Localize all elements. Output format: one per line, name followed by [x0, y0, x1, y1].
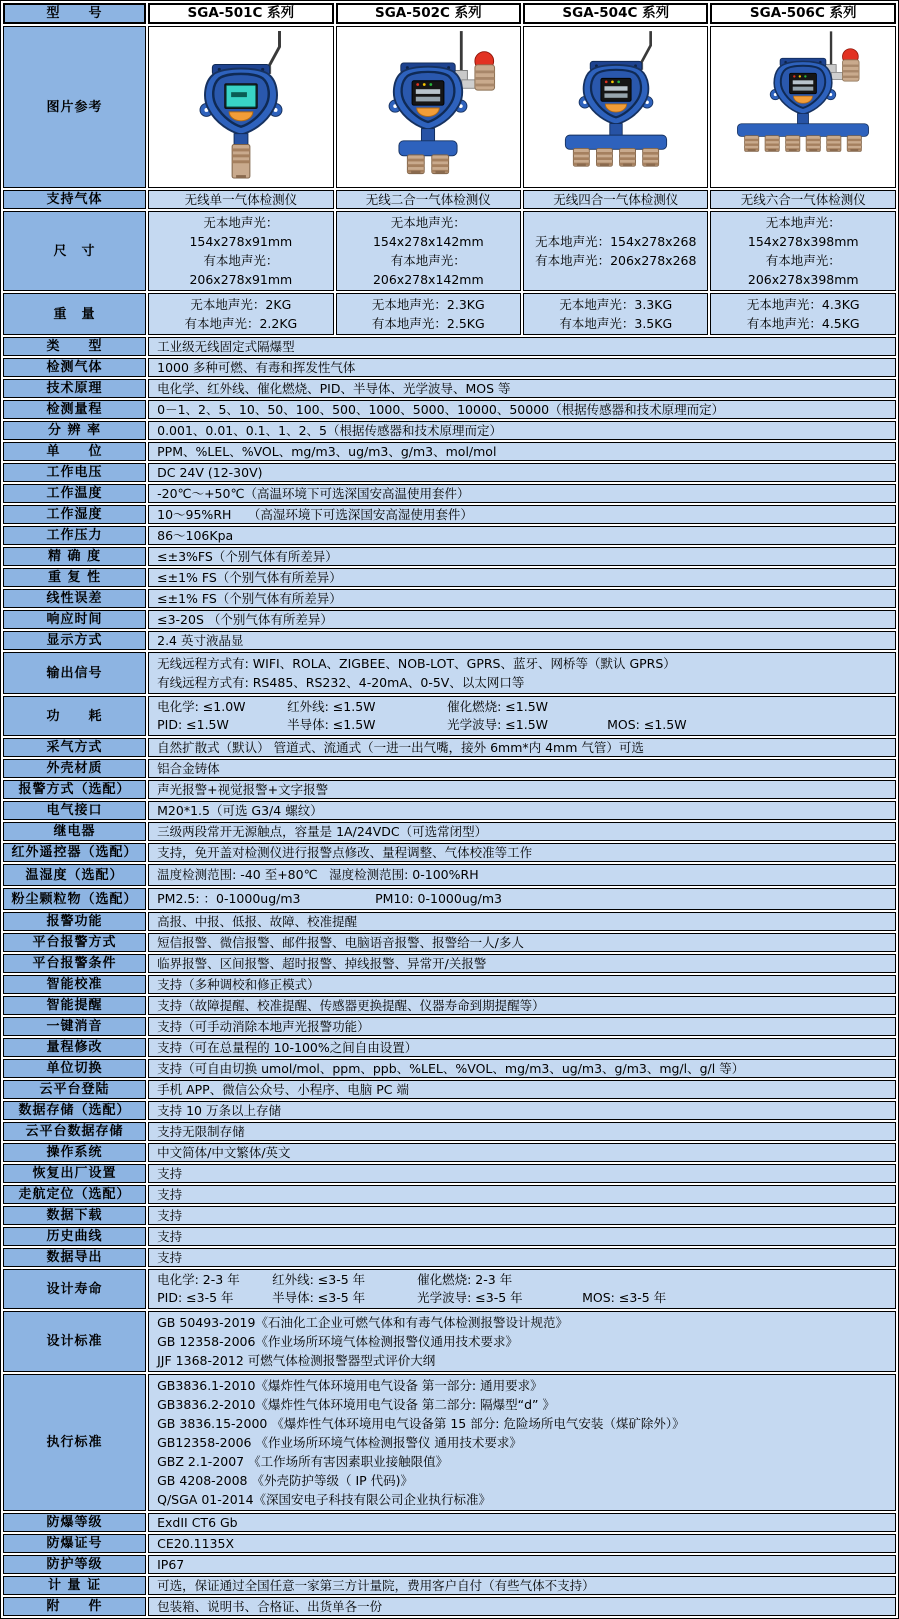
weight-line: 有本地声光：4.5KG [746, 316, 860, 331]
spec-value-cell: 支持（可在总量程的 10-100%之间自由设置） [148, 1038, 896, 1057]
weight-line: 有本地声光：2.2KG [184, 316, 298, 331]
spec-row [3, 1080, 896, 1099]
spec-row [3, 759, 896, 778]
spec-value-cell: 支持（可自由切换 umol/mol、ppm、ppb、%LEL、%VOL、mg/m3、ug/m3、g/m3、mg/l、g/l 等） [148, 1059, 896, 1078]
spec-value-cell: 声光报警+视觉报警+文字报警 [148, 780, 896, 799]
spec-value-cell: 10～95%RH （高湿环境下可选深国安高湿使用套件） [148, 505, 896, 524]
spec-row [3, 1534, 896, 1553]
size-line: 有本地声光：206x278x91mm [189, 253, 293, 287]
spec-row [3, 975, 896, 994]
size-cell [336, 211, 521, 291]
spec-row [3, 1017, 896, 1036]
spec-label-cell: 工作温度 [3, 484, 146, 503]
spec-row [3, 1185, 896, 1204]
spec-row [3, 996, 896, 1015]
spec-label-cell: 走航定位（选配） [3, 1185, 146, 1204]
spec-value-cell: DC 24V (12-30V) [148, 463, 896, 482]
size-line: 有本地声光：206x278x268 [535, 253, 697, 268]
spec-label-cell: 平台报警方式 [3, 933, 146, 952]
weight-line: 有本地声光：2.5KG [371, 316, 485, 331]
spec-value-line [157, 716, 891, 734]
spec-label-cell: 智能校准 [3, 975, 146, 994]
model-header-sga-504c: SGA-504C 系列 [523, 3, 708, 24]
spec-label-cell: 粉尘颗粒物（选配） [3, 888, 146, 910]
spec-value-line [157, 1271, 891, 1289]
spec-value-line: GB 12358-2006《作业场所环境气体检测报警仪通用技术要求》 [157, 1334, 518, 1349]
spec-label-cell: 外壳材质 [3, 759, 146, 778]
spec-label-cell: 技术原理 [3, 379, 146, 398]
weight-line: 无本地声光：2KG [190, 297, 292, 312]
product-image-cell [710, 26, 896, 188]
spec-label-cell: 数据下载 [3, 1206, 146, 1225]
lcd-screen [790, 73, 817, 94]
spec-label-cell: 检测量程 [3, 400, 146, 419]
spec-value-segment: MOS: ≤3-5 年 [582, 1290, 667, 1305]
spec-label-cell: 设计标准 [3, 1311, 146, 1372]
spec-label-cell: 分 辨 率 [3, 421, 146, 440]
spec-row [3, 933, 896, 952]
spec-value-segment: 光学波导: ≤3-5 年 [417, 1290, 523, 1305]
spec-label-cell: 类 型 [3, 337, 146, 356]
spec-value-cell [148, 888, 896, 910]
spec-label-cell: 报警功能 [3, 912, 146, 931]
spec-row [3, 1269, 896, 1309]
spec-value-cell: 0－1、2、5、10、50、100、500、1000、5000、10000、50000（根据传感器和技术原理而定） [148, 400, 896, 419]
spec-value-cell: 工业级无线固定式隔爆型 [148, 337, 896, 356]
spec-value-segment: 催化燃烧: ≤1.5W [447, 699, 549, 714]
spec-label-cell: 功 耗 [3, 696, 146, 736]
spec-label-cell: 云平台登陆 [3, 1080, 146, 1099]
product-image-cell [523, 26, 708, 188]
spec-value-line: GB 50493-2019《石油化工企业可燃气体和有毒气体检测报警设计规范》 [157, 1315, 568, 1330]
spec-label-cell: 检测气体 [3, 358, 146, 377]
spec-row [3, 631, 896, 650]
spec-value-cell [148, 1269, 896, 1309]
spec-value-segment: 红外线: ≤1.5W [287, 699, 376, 714]
spec-value-cell [148, 652, 896, 694]
spec-label-cell: 操作系统 [3, 1143, 146, 1162]
spec-value-segment: PID: ≤1.5W [157, 717, 229, 732]
spec-label-cell: 红外遥控器（选配） [3, 843, 146, 862]
spec-row [3, 822, 896, 841]
spec-value-cell: 电化学、红外线、催化燃烧、PID、半导体、光学波导、MOS 等 [148, 379, 896, 398]
spec-label-cell: 云平台数据存储 [3, 1122, 146, 1141]
image-row-label: 图片参考 [3, 26, 146, 188]
spec-value-segment: PID: ≤3-5 年 [157, 1290, 234, 1305]
gas-row [3, 190, 896, 209]
spec-label-cell: 恢复出厂设置 [3, 1164, 146, 1183]
spec-value-line: 有线远程方式有: RS485、RS232、4-20mA、0-5V、以太网口等 [157, 675, 525, 690]
weight-cell [710, 293, 896, 335]
spec-label-cell: 平台报警条件 [3, 954, 146, 973]
spec-row [3, 696, 896, 736]
sensor-head [847, 135, 861, 151]
sensor-head [596, 148, 612, 166]
spec-value-line: JJF 1368-2012 可燃气体检测报警器型式评价大纲 [157, 1353, 436, 1368]
spec-label-cell: 执行标准 [3, 1374, 146, 1511]
spec-label-cell: 精 确 度 [3, 547, 146, 566]
sensor-head [827, 135, 841, 151]
gas-type-cell: 无线四合一气体检测仪 [523, 190, 708, 209]
spec-label-cell: 继电器 [3, 822, 146, 841]
gas-type-cell: 无线单一气体检测仪 [148, 190, 333, 209]
spec-label-cell: 显示方式 [3, 631, 146, 650]
spec-value-cell: 支持（可手动消除本地声光报警功能） [148, 1017, 896, 1036]
sensor-head [765, 135, 779, 151]
spec-value-segment: 温度检测范围: -40 至+80℃ [157, 867, 318, 882]
spec-value-cell: 支持（故障提醒、校准提醒、传感器更换提醒、仪器寿命到期提醒等） [148, 996, 896, 1015]
spec-value-cell: 三级两段常开无源触点，容量是 1A/24VDC（可选常闭型） [148, 822, 896, 841]
spec-value-line [157, 866, 891, 884]
spec-value-cell: 支持 [148, 1164, 896, 1183]
spec-value-cell: 可选，保证通过全国任意一家第三方计量院，费用客户自付（有些气体不支持） [148, 1576, 896, 1595]
spec-value-cell: 支持 [148, 1206, 896, 1225]
spec-row [3, 1248, 896, 1267]
spec-value-line [157, 1289, 891, 1307]
gas-detector-illustration [525, 29, 707, 183]
spec-row [3, 954, 896, 973]
spec-label-cell: 数据导出 [3, 1248, 146, 1267]
spec-value-cell [148, 1311, 896, 1372]
spec-row [3, 1059, 896, 1078]
spec-row [3, 337, 896, 356]
spec-value-cell: 支持 [148, 1185, 896, 1204]
spec-value-cell: 1000 多种可燃、有毒和挥发性气体 [148, 358, 896, 377]
gas-detector-illustration [337, 29, 519, 183]
size-line: 无本地声光：154x278x142mm [372, 215, 484, 249]
spec-value-cell: -20℃～+50℃（高温环境下可选深国安高温使用套件） [148, 484, 896, 503]
spec-table-body [3, 3, 896, 1616]
model-header-sga-501c: SGA-501C 系列 [148, 3, 333, 24]
spec-label-cell: 附 件 [3, 1597, 146, 1616]
model-header-sga-506c: SGA-506C 系列 [710, 3, 896, 24]
lcd-screen [412, 80, 444, 104]
spec-label-cell: 防爆证号 [3, 1534, 146, 1553]
spec-value-segment: 光学波导: ≤1.5W [447, 717, 549, 732]
spec-label-cell: 工作湿度 [3, 505, 146, 524]
spec-row [3, 505, 896, 524]
spec-label-cell: 量程修改 [3, 1038, 146, 1057]
spec-value-cell [148, 864, 896, 886]
sensor-head [232, 144, 250, 178]
spec-label-cell: 采气方式 [3, 738, 146, 757]
weight-cell [523, 293, 708, 335]
spec-row [3, 1555, 896, 1574]
product-image-cell [336, 26, 521, 188]
spec-value-line [157, 698, 891, 716]
spec-row [3, 484, 896, 503]
spec-row [3, 652, 896, 694]
spec-label-cell: 重 复 性 [3, 568, 146, 587]
size-row [3, 211, 896, 291]
model-header-sga-502c: SGA-502C 系列 [336, 3, 521, 24]
spec-value-line: GB 4208-2008 《外壳防护等级（ IP 代码)》 [157, 1473, 414, 1488]
spec-value-line: GBZ 2.1-2007 《工作场所有害因素职业接触限值》 [157, 1454, 449, 1469]
spec-label-cell: 温湿度（选配） [3, 864, 146, 886]
spec-row [3, 526, 896, 545]
spec-label-cell: 防爆等级 [3, 1513, 146, 1532]
lcd-screen [601, 78, 631, 101]
spec-value-cell: ≤±3%FS（个别气体有所差异） [148, 547, 896, 566]
size-line: 有本地声光：206x278x142mm [372, 253, 484, 287]
weight-line: 无本地声光：2.3KG [371, 297, 485, 312]
spec-value-cell: 手机 APP、微信公众号、小程序、电脑 PC 端 [148, 1080, 896, 1099]
spec-row [3, 738, 896, 757]
spec-value-segment: PM10: 0-1000ug/m3 [375, 891, 503, 906]
manifold-bar [738, 123, 869, 136]
spec-label-cell: 响应时间 [3, 610, 146, 629]
weight-line: 无本地声光：4.3KG [746, 297, 860, 312]
manifold-bar [399, 140, 457, 155]
spec-label-cell: 历史曲线 [3, 1227, 146, 1246]
lcd-screen [224, 83, 258, 109]
sensor-head [745, 135, 759, 151]
spec-row [3, 1513, 896, 1532]
spec-value-cell: 支持 [148, 1248, 896, 1267]
spec-value-cell: PPM、%LEL、%VOL、mg/m3、ug/m3、g/m3、mol/mol [148, 442, 896, 461]
spec-value-cell: 支持 10 万条以上存储 [148, 1101, 896, 1120]
spec-row [3, 1311, 896, 1372]
weight-line: 有本地声光：3.5KG [559, 316, 673, 331]
spec-value-cell: 高报、中报、低报、故障、校准提醒 [148, 912, 896, 931]
spec-row [3, 379, 896, 398]
size-line: 无本地声光：154x278x91mm [189, 215, 293, 249]
spec-row [3, 589, 896, 608]
spec-value-cell: 2.4 英寸液晶显 [148, 631, 896, 650]
gas-row-label: 支持气体 [3, 190, 146, 209]
size-line: 有本地声光：206x278x398mm [747, 253, 859, 287]
spec-label-cell: 设计寿命 [3, 1269, 146, 1309]
spec-value-cell: 支持（多种调校和修正模式） [148, 975, 896, 994]
weight-line: 无本地声光：3.3KG [559, 297, 673, 312]
gas-detector-illustration [712, 29, 894, 183]
spec-label-cell: 工作压力 [3, 526, 146, 545]
size-row-label: 尺 寸 [3, 211, 146, 291]
spec-value-line [157, 890, 891, 908]
weight-row-label: 重 量 [3, 293, 146, 335]
spec-row [3, 547, 896, 566]
spec-row [3, 780, 896, 799]
header-row [3, 3, 896, 24]
spec-value-cell: 支持 [148, 1227, 896, 1246]
spec-row [3, 1227, 896, 1246]
spec-label-cell: 防护等级 [3, 1555, 146, 1574]
spec-label-cell: 一键消音 [3, 1017, 146, 1036]
spec-value-cell: 支持，免开盖对检测仪进行报警点修改、量程调整、气体校准等工作 [148, 843, 896, 862]
size-line: 无本地声光：154x278x398mm [747, 215, 859, 249]
spec-row [3, 888, 896, 910]
spec-value-cell: 包装箱、说明书、合格证、出货单各一份 [148, 1597, 896, 1616]
spec-label-cell: 智能提醒 [3, 996, 146, 1015]
spec-value-segment: 电化学: 2-3 年 [157, 1272, 240, 1287]
spec-label-cell: 输出信号 [3, 652, 146, 694]
spec-value-cell: 铝合金铸体 [148, 759, 896, 778]
spec-value-cell: ≤±1% FS（个别气体有所差异） [148, 589, 896, 608]
spec-value-segment: MOS: ≤1.5W [607, 717, 687, 732]
spec-value-segment: PM2.5: ：0-1000ug/m3 [157, 891, 301, 906]
spec-row [3, 1143, 896, 1162]
spec-row [3, 801, 896, 820]
spec-label-cell: 工作电压 [3, 463, 146, 482]
spec-value-cell [148, 696, 896, 736]
spec-row [3, 358, 896, 377]
spec-value-line: Q/SGA 01-2014《深国安电子科技有限公司企业执行标准》 [157, 1492, 492, 1507]
spec-label-cell: 单 位 [3, 442, 146, 461]
sensor-head [432, 154, 449, 173]
image-row [3, 26, 896, 188]
spec-row [3, 1101, 896, 1120]
spec-row [3, 421, 896, 440]
spec-row [3, 610, 896, 629]
spec-label-cell: 数据存储（选配） [3, 1101, 146, 1120]
spec-value-segment: 半导体: ≤1.5W [287, 717, 376, 732]
sensor-head [786, 135, 800, 151]
size-cell [523, 211, 708, 291]
spec-row [3, 1164, 896, 1183]
spec-row [3, 463, 896, 482]
spec-row [3, 1038, 896, 1057]
gas-type-cell: 无线六合一气体检测仪 [710, 190, 896, 209]
weight-row [3, 293, 896, 335]
spec-row [3, 400, 896, 419]
spec-value-segment: 湿度检测范围: 0-100%RH [329, 867, 479, 882]
spec-value-cell: 支持无限制存储 [148, 1122, 896, 1141]
spec-value-cell: 0.001、0.01、0.1、1、2、5（根据传感器和技术原理而定） [148, 421, 896, 440]
spec-value-cell: 自然扩散式（默认） 管道式、流通式（一进一出气嘴，接外 6mm*内 4mm 气管）可选 [148, 738, 896, 757]
spec-value-line: GB 3836.15-2000 《爆炸性气体环境用电气设备第 15 部分: 危险场所电气安装（煤矿除外）》 [157, 1416, 685, 1431]
spec-value-cell: M20*1.5（可选 G3/4 螺纹） [148, 801, 896, 820]
sensor-head [806, 135, 820, 151]
product-image-cell [148, 26, 333, 188]
manifold-bar [565, 135, 666, 149]
spec-value-cell: 短信报警、微信报警、邮件报警、电脑语音报警、报警给一人/多人 [148, 933, 896, 952]
gas-detector-illustration [150, 29, 332, 183]
size-cell [148, 211, 333, 291]
weight-cell [148, 293, 333, 335]
spec-value-line: GB3836.2-2010《爆炸性气体环境用电气设备 第二部分: 隔爆型“d” 》 [157, 1397, 555, 1412]
spec-value-cell [148, 1374, 896, 1511]
spec-value-segment: 催化燃烧: 2-3 年 [417, 1272, 513, 1287]
spec-row [3, 1597, 896, 1616]
spec-label-cell: 计 量 证 [3, 1576, 146, 1595]
spec-value-cell: ≤±1% FS（个别气体有所差异） [148, 568, 896, 587]
spec-label-cell: 报警方式（选配） [3, 780, 146, 799]
size-cell [710, 211, 896, 291]
sensor-head [619, 148, 635, 166]
spec-row [3, 864, 896, 886]
sensor-head [408, 154, 425, 173]
size-line: 无本地声光：154x278x268 [535, 234, 697, 249]
weight-cell [336, 293, 521, 335]
sensor-head [573, 148, 589, 166]
spec-row [3, 1122, 896, 1141]
spec-row [3, 912, 896, 931]
spec-value-line: 无线远程方式有: WIFI、ROLA、ZIGBEE、NOB-LOT、GPRS、蓝牙、网桥等（默认 GPRS） [157, 656, 676, 671]
spec-value-cell: 86～106Kpa [148, 526, 896, 545]
spec-value-line: GB12358-2006 《作业场所环境气体检测报警仪 通用技术要求》 [157, 1435, 522, 1450]
sensor-head [642, 148, 658, 166]
spec-label-cell: 线性误差 [3, 589, 146, 608]
gas-type-cell: 无线二合一气体检测仪 [336, 190, 521, 209]
spec-row [3, 1576, 896, 1595]
spec-value-line: GB3836.1-2010《爆炸性气体环境用电气设备 第一部分: 通用要求》 [157, 1378, 543, 1393]
model-header-label: 型 号 [3, 3, 146, 24]
spec-row [3, 442, 896, 461]
spec-row [3, 1374, 896, 1511]
spec-value-cell: 临界报警、区间报警、超时报警、掉线报警、异常开/关报警 [148, 954, 896, 973]
spec-row [3, 568, 896, 587]
spec-value-cell: ExdII CT6 Gb [148, 1513, 896, 1532]
spec-label-cell: 电气接口 [3, 801, 146, 820]
spec-value-cell: CE20.1135X [148, 1534, 896, 1553]
spec-label-cell: 单位切换 [3, 1059, 146, 1078]
spec-value-cell: 中文简体/中文繁体/英文 [148, 1143, 896, 1162]
spec-value-segment: 红外线: ≤3-5 年 [272, 1272, 366, 1287]
spec-row [3, 1206, 896, 1225]
spec-row [3, 843, 896, 862]
spec-value-cell: IP67 [148, 1555, 896, 1574]
spec-value-segment: 电化学: ≤1.0W [157, 699, 246, 714]
spec-value-cell: ≤3-20S （个别气体有所差异） [148, 610, 896, 629]
spec-value-segment: 半导体: ≤3-5 年 [272, 1290, 366, 1305]
